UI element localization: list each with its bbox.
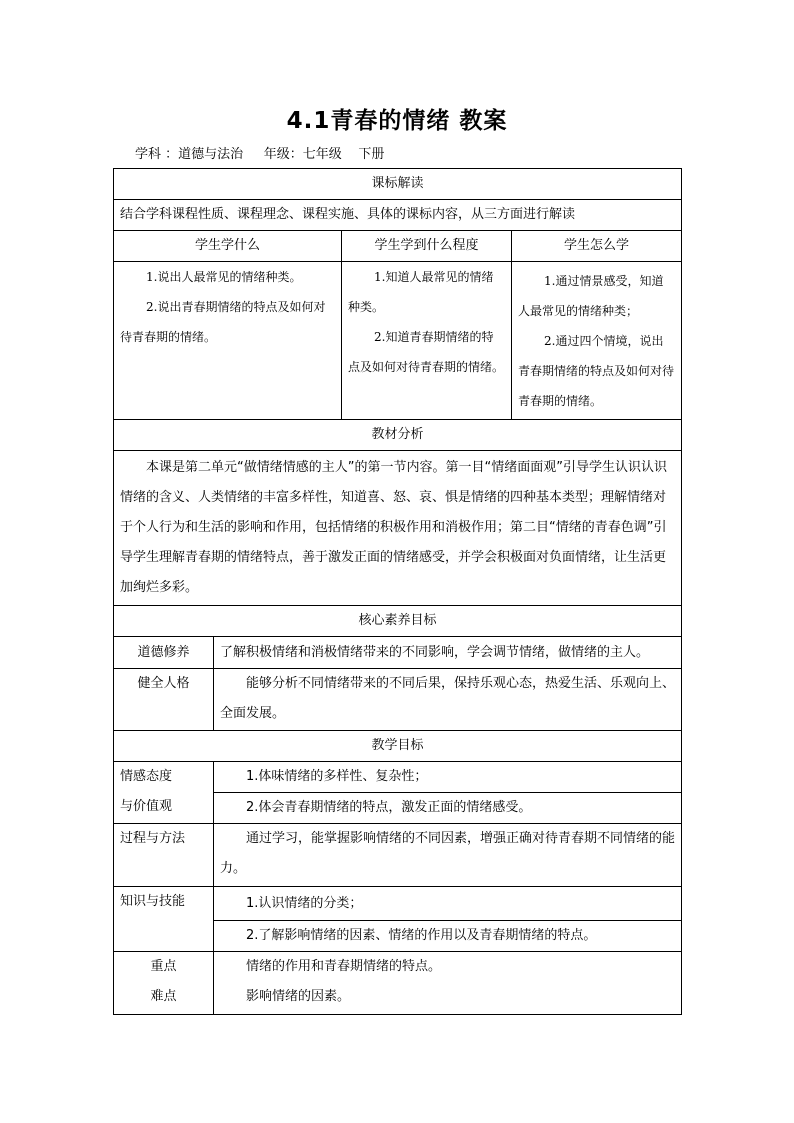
degree-item-1: 1.知道人最常见的情绪种类。	[348, 270, 494, 314]
goals-knowledge-2: 2.了解影响情绪的因素、情绪的作用以及青春期情绪的特点。	[214, 921, 682, 952]
goals-key-difficulty	[214, 952, 682, 1015]
degree-cell	[342, 262, 512, 420]
goals-emotion-2: 2.体会青春期情绪的特点，激发正面的情绪感受。	[214, 793, 682, 824]
goals-header: 教学目标	[114, 731, 682, 762]
literacy-text-personality: 能够分析不同情绪带来的不同后果，保持乐观心态，热爱生活、乐观向上、全面发展。	[214, 669, 682, 731]
textbook-header: 教材分析	[114, 420, 682, 451]
goals-key-difficulty-label	[114, 952, 214, 1015]
column-how: 学生怎么学	[512, 231, 682, 262]
curriculum-intro: 结合学科课程性质、课程理念、课程实施、具体的课标内容，从三方面进行解读	[114, 200, 682, 231]
goals-knowledge-1: 1.认识情绪的分类；	[214, 887, 682, 921]
goals-emotion-label-line-2: 与价值观	[120, 799, 173, 814]
goals-key-label: 重点	[150, 959, 177, 974]
how-item-2: 2.通过四个情境，说出青春期情绪的特点及如何对待青春期的情绪。	[518, 334, 675, 408]
goals-emotion-label-line-1: 情感态度	[120, 769, 173, 784]
literacy-label-moral: 道德修养	[114, 637, 214, 669]
subject-grade-line: 学科 ：道德与法治 年级：七年级 下册	[135, 147, 385, 162]
literacy-label-personality: 健全人格	[114, 669, 214, 731]
literacy-text-moral: 了解积极情绪和消极情绪带来的不同影响，学会调节情绪，做情绪的主人。	[214, 637, 682, 669]
how-cell	[512, 262, 682, 420]
what-item-1: 1.说出人最常见的情绪种类。	[146, 270, 302, 284]
column-what: 学生学什么	[114, 231, 342, 262]
goals-process: 通过学习，能掌握影响情绪的不同因素，增强正确对待青春期不同情绪的能力。	[214, 824, 682, 887]
goals-emotion-label	[114, 762, 214, 824]
goals-difficulty-label: 难点	[150, 989, 177, 1004]
goals-process-label: 过程与方法	[114, 824, 214, 887]
goals-emotion-1: 1.体味情绪的多样性、复杂性；	[214, 762, 682, 793]
what-cell	[114, 262, 342, 420]
goals-difficulty: 影响情绪的因素。	[246, 989, 351, 1004]
what-item-2: 2.说出青春期情绪的特点及如何对待青春期的情绪。	[120, 300, 326, 344]
degree-item-2: 2.知道青春期情绪的特点及如何对待青春期的情绪。	[348, 330, 505, 374]
column-degree: 学生学到什么程度	[342, 231, 512, 262]
document-title: 4.1青春的情绪 教案	[286, 108, 508, 134]
lesson-plan-table	[113, 168, 682, 1015]
how-item-1: 1.通过情景感受，知道人最常见的情绪种类；	[518, 274, 664, 318]
goals-key: 情绪的作用和青春期情绪的特点。	[246, 959, 442, 974]
literacy-header: 核心素养目标	[114, 606, 682, 637]
goals-knowledge-label: 知识与技能	[114, 887, 214, 952]
curriculum-header: 课标解读	[114, 169, 682, 200]
textbook-body: 本课是第二单元“做情绪情感的主人”的第一节内容。第一目“情绪面面观”引导学生认识认识情绪的含义、人类情绪的丰富多样性，知道喜、怒、哀、惧是情绪的四种基本类型；理解情绪对于个人行为和生活的影响和作用，包括情绪的积极作用和消极作用；第二目“情绪的青春色调”引导学生理解青春期的情绪特点，善于激发正面的情绪感受，并学会积极面对负面情绪，让生活更加绚烂多彩。	[114, 451, 682, 606]
